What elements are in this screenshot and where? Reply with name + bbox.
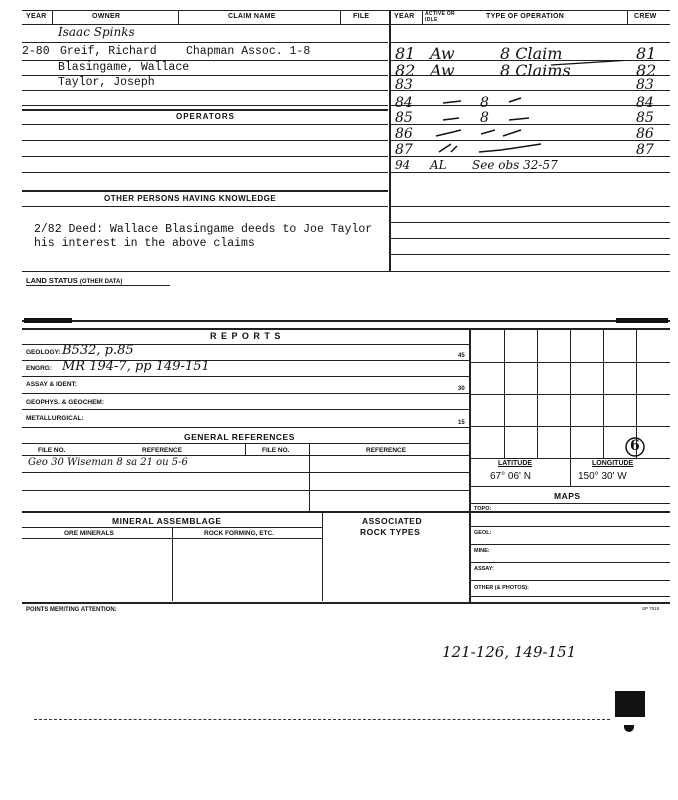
separator-top: [22, 320, 670, 322]
ore-minerals-label: ORE MINERALS: [64, 530, 114, 537]
maps-mine: MINE:: [474, 548, 490, 554]
header-file: FILE: [353, 13, 370, 20]
engrg-value: MR 194-7, pp 149-151: [62, 359, 210, 374]
op-row-0-crew: 81: [636, 44, 657, 63]
refs-reference-2: REFERENCE: [366, 447, 407, 454]
owner-row-3-name: Taylor, Joseph: [58, 76, 155, 89]
rock-types-label: ROCK TYPES: [360, 527, 421, 537]
op-row-6-year: 87: [395, 142, 413, 158]
associated-label: ASSOCIATED: [362, 516, 423, 526]
op-row-4-type: 8: [480, 110, 489, 126]
refs-reference: REFERENCE: [142, 447, 183, 454]
owner-row-1-year: 2-80: [22, 45, 50, 58]
geology-label: GEOLOGY:: [26, 349, 61, 356]
latitude-label: LATITUDE: [498, 460, 533, 467]
longitude-value: 150° 30' W: [578, 471, 627, 482]
geophys-label: GEOPHYS. & GEOCHEM:: [26, 399, 105, 406]
bottom-rule: [34, 719, 610, 720]
black-marker: [615, 691, 645, 717]
refs-entry-0: Geo 30 Wiseman 8 sa 21 ou 5-6: [28, 457, 188, 468]
metallurgical-label: METALLURGICAL:: [26, 415, 84, 422]
op-row-7-type: See obs 32-57: [472, 158, 558, 172]
op-row-1-status: Aw: [430, 61, 455, 80]
op-row-0-year: 81: [395, 44, 416, 63]
op-row-6-crew: 87: [636, 142, 654, 158]
scale-45: 45: [458, 353, 465, 359]
op-row-7-status: AL: [430, 158, 447, 172]
operators-label: OPERATORS: [176, 112, 235, 121]
reports-title: R E P O R T S: [210, 331, 282, 341]
op-row-7-year: 94: [395, 158, 411, 172]
scale-15: 15: [458, 420, 465, 426]
op-row-0-status: Aw: [430, 44, 455, 63]
refs-file-no: FILE NO.: [38, 447, 66, 454]
op-row-4-crew: 85: [636, 110, 654, 126]
header-year-2: YEAR: [394, 13, 415, 20]
points-label: POINTS MERITING ATTENTION:: [26, 607, 117, 613]
rock-forming-label: ROCK FORMING, ETC.: [204, 530, 275, 537]
header-claim-name: CLAIM NAME: [228, 13, 276, 20]
owner-row-0-name: Isaac Spinks: [58, 25, 135, 39]
maps-other: OTHER (& PHOTOS):: [474, 585, 529, 591]
op-row-2-crew: 83: [636, 77, 654, 93]
refs-file-no-2: FILE NO.: [262, 447, 290, 454]
deed-note-line-2: his interest in the above claims: [34, 237, 255, 250]
maps-title: MAPS: [554, 491, 581, 501]
header-owner: OWNER: [92, 13, 121, 20]
other-persons-label: OTHER PERSONS HAVING KNOWLEDGE: [104, 194, 277, 203]
owner-row-2-name: Blasingame, Wallace: [58, 61, 190, 74]
op-row-4-year: 85: [395, 110, 413, 126]
op-row-1-crew: 82: [636, 61, 657, 80]
header-active-or-idle: ACTIVE OR IDLE: [425, 11, 455, 23]
bottom-note: 121-126, 149-151: [442, 643, 577, 661]
form-code: SP 7515: [642, 606, 660, 611]
land-status-label: LAND STATUS (OTHER DATA): [26, 276, 123, 285]
general-refs-title: GENERAL REFERENCES: [184, 432, 295, 442]
op-row-0-type: 8 Claim: [500, 44, 563, 63]
longitude-label: LONGITUDE: [592, 460, 634, 467]
op-row-5-year: 86: [395, 126, 413, 142]
op-row-2-year: 83: [395, 77, 413, 93]
header-year: YEAR: [26, 13, 47, 20]
maps-topo: TOPO:: [474, 506, 492, 512]
engrg-label: ENGRG:: [26, 365, 52, 372]
latitude-value: 67° 06' N: [490, 471, 531, 482]
maps-assay: ASSAY:: [474, 566, 494, 572]
deed-note-line-1: 2/82 Deed: Wallace Blasingame deeds to Joe Taylor: [34, 223, 373, 236]
op-row-1-type: 8 Claims: [500, 61, 571, 80]
op-row-3-type: 8: [480, 95, 489, 111]
header-type-of-operation: TYPE OF OPERATION: [486, 13, 565, 20]
maps-geol: GEOL:: [474, 530, 492, 536]
op-row-3-crew: 84: [636, 95, 654, 111]
header-crew: CREW: [634, 13, 657, 20]
owner-row-1-claim: Chapman Assoc. 1-8: [186, 45, 311, 58]
grid-number: 6: [630, 438, 640, 454]
scale-30: 30: [458, 386, 465, 392]
handwritten-dashes: [391, 60, 670, 172]
geology-value: B532, p.85: [62, 343, 134, 358]
op-row-3-year: 84: [395, 95, 413, 111]
op-row-5-crew: 86: [636, 126, 654, 142]
assay-label: ASSAY & IDENT:: [26, 381, 77, 388]
op-row-1-year: 82: [395, 61, 416, 80]
mineral-title: MINERAL ASSEMBLAGE: [112, 516, 222, 526]
owner-row-1-name: Greif, Richard: [60, 45, 157, 58]
